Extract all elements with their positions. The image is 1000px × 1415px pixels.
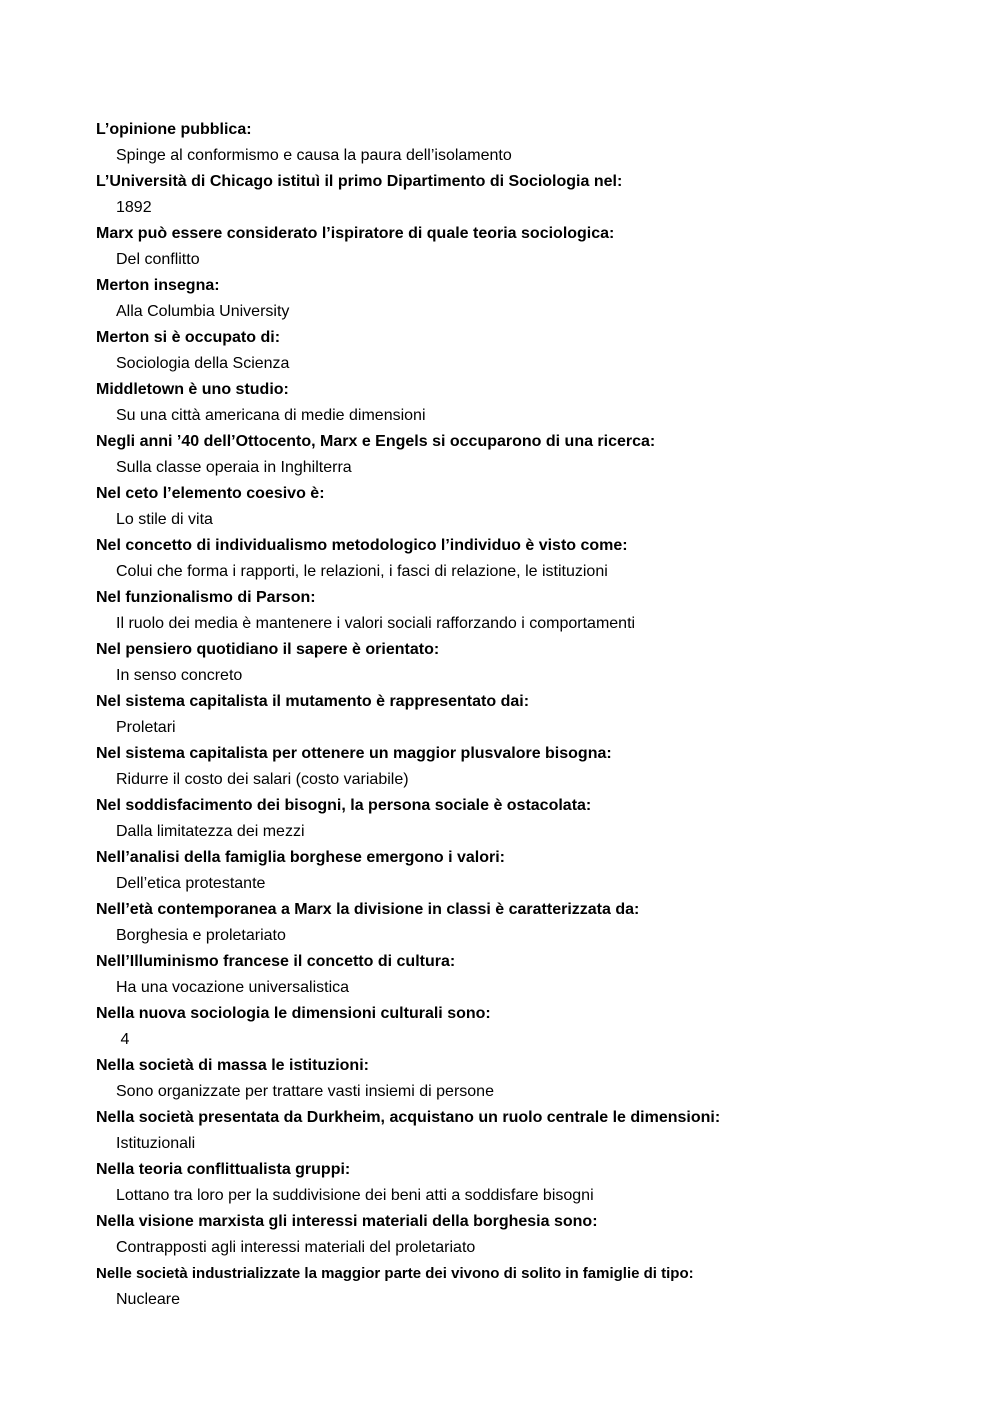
qa-item — [96, 1209, 956, 1261]
qa-item — [96, 585, 956, 637]
answer-text: Colui che forma i rapporti, le relazioni, i fasci di relazione, le istituzioni — [116, 563, 608, 580]
answer-text: Istituzionali — [116, 1135, 196, 1152]
answer-text: Su una città americana di medie dimensioni — [116, 407, 426, 424]
answer-text: Lottano tra loro per la suddivisione dei beni atti a soddisfare bisogni — [116, 1187, 594, 1204]
answer-text: Sulla classe operaia in Inghilterra — [116, 459, 352, 476]
qa-item — [96, 169, 956, 221]
answer-text: 1892 — [116, 199, 152, 216]
question-text: Merton si è occupato di: — [96, 329, 281, 346]
answer-text: Del conflitto — [116, 251, 200, 268]
question-text: L’Università di Chicago istituì il primo Dipartimento di Sociologia nel: — [96, 173, 623, 190]
answer-text: Proletari — [116, 719, 176, 736]
answer-text: Alla Columbia University — [116, 303, 290, 320]
qa-item — [96, 221, 956, 273]
qa-item — [96, 481, 956, 533]
question-text: Nella visione marxista gli interessi materiali della borghesia sono: — [96, 1213, 598, 1230]
answer-text: Contrapposti agli interessi materiali del proletariato — [116, 1239, 476, 1256]
question-text: Marx può essere considerato l’ispiratore di quale teoria sociologica: — [96, 225, 615, 242]
question-text: Nelle società industrializzate la maggior parte dei vivono di solito in famiglie di tipo: — [96, 1265, 694, 1282]
answer-text: Sociologia della Scienza — [116, 355, 290, 372]
question-text: Nel sistema capitalista il mutamento è rappresentato dai: — [96, 693, 530, 710]
question-text: Nel sistema capitalista per ottenere un maggior plusvalore bisogna: — [96, 745, 612, 762]
answer-text: 4 — [116, 1031, 130, 1048]
question-text: Nel soddisfacimento dei bisogni, la persona sociale è ostacolata: — [96, 797, 592, 814]
qa-item — [96, 1261, 956, 1313]
question-text: Nell’analisi della famiglia borghese emergono i valori: — [96, 849, 506, 866]
qa-item — [96, 1157, 956, 1209]
qa-item — [96, 689, 956, 741]
qa-item — [96, 741, 956, 793]
answer-text: Sono organizzate per trattare vasti insiemi di persone — [116, 1083, 494, 1100]
answer-text: Nucleare — [116, 1291, 181, 1308]
question-text: Middletown è uno studio: — [96, 381, 289, 398]
answer-text: Ha una vocazione universalistica — [116, 979, 350, 996]
qa-item — [96, 533, 956, 585]
qa-item — [96, 845, 956, 897]
question-text: Nella teoria conflittualista gruppi: — [96, 1161, 351, 1178]
question-text: Nella società presentata da Durkheim, acquistano un ruolo centrale le dimensioni: — [96, 1109, 721, 1126]
qa-item — [96, 1105, 956, 1157]
qa-item — [96, 637, 956, 689]
question-text: Nel funzionalismo di Parson: — [96, 589, 316, 606]
question-text: Nell’Illuminismo francese il concetto di cultura: — [96, 953, 456, 970]
question-text: Nel pensiero quotidiano il sapere è orientato: — [96, 641, 440, 658]
answer-text: Ridurre il costo dei salari (costo variabile) — [116, 771, 409, 788]
document-page — [96, 117, 956, 1313]
question-text: Nell’età contemporanea a Marx la divisione in classi è caratterizzata da: — [96, 901, 640, 918]
answer-text: Borghesia e proletariato — [116, 927, 286, 944]
answer-text: Spinge al conformismo e causa la paura dell’isolamento — [116, 147, 512, 164]
qa-item — [96, 949, 956, 1001]
question-text: Nella società di massa le istituzioni: — [96, 1057, 369, 1074]
qa-item — [96, 273, 956, 325]
qa-item — [96, 377, 956, 429]
question-text: Nella nuova sociologia le dimensioni culturali sono: — [96, 1005, 491, 1022]
question-text: Nel concetto di individualismo metodologico l’individuo è visto come: — [96, 537, 628, 554]
answer-text: Dell’etica protestante — [116, 875, 266, 892]
qa-item — [96, 1053, 956, 1105]
qa-item — [96, 429, 956, 481]
qa-item — [96, 117, 956, 169]
qa-item — [96, 897, 956, 949]
answer-text: Dalla limitatezza dei mezzi — [116, 823, 305, 840]
qa-item — [96, 1001, 956, 1053]
qa-item — [96, 793, 956, 845]
answer-text: In senso concreto — [116, 667, 243, 684]
question-text: Merton insegna: — [96, 277, 220, 294]
answer-text: Il ruolo dei media è mantenere i valori sociali rafforzando i comportamenti — [116, 615, 636, 632]
question-text: Nel ceto l’elemento coesivo è: — [96, 485, 325, 502]
question-text: Negli anni ’40 dell’Ottocento, Marx e Engels si occuparono di una ricerca: — [96, 433, 656, 450]
answer-text: Lo stile di vita — [116, 511, 213, 528]
question-text: L’opinione pubblica: — [96, 121, 252, 138]
qa-item — [96, 325, 956, 377]
